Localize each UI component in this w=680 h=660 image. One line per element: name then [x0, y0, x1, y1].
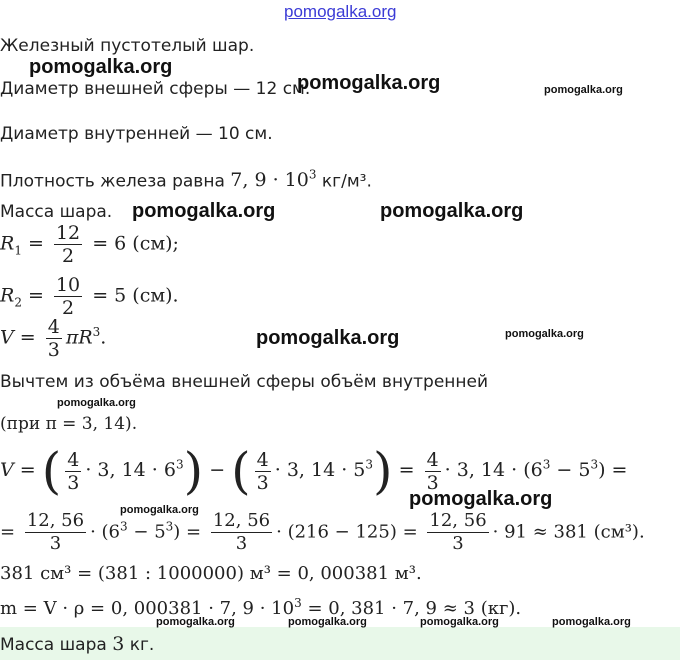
unit-conversion-line: 381 см³ = (381 : 1000000) м³ = 0, 000381 м³. [0, 563, 422, 584]
pi-note: (при π = 3, 14). [0, 414, 138, 434]
r1-formula: $R_1$ = $\frac{12}{2}$ = 6 (см); [0, 222, 179, 267]
watermark: pomogalka.org [297, 72, 441, 94]
inner-diameter-line: Диаметр внутренней — 10 см. [0, 124, 273, 144]
problem-title: Железный пустотелый шар. [0, 36, 255, 56]
mass-heading: Масса шара. [0, 202, 113, 222]
watermark: pomogalka.org [552, 616, 631, 628]
watermark: pomogalka.org [409, 488, 553, 510]
volume-fraction: $\frac{4}{3}$ [47, 316, 60, 361]
answer-band [0, 627, 680, 660]
r2-formula: $R_2$ = $\frac{10}{2}$ = 5 (см). [0, 274, 179, 319]
watermark: pomogalka.org [544, 84, 623, 96]
r1-fraction: $\frac{12}{2}$ [55, 222, 81, 267]
volume-numeric-formula: = $\frac{12, 56}{3}$ · $(6^3 - 5^3)$ = $\frac{12, 56}{3}$ · (216 − 125) = $\frac{12, 56}{3}$ · 91 ≈ 381 (см³). [0, 510, 645, 554]
watermark: pomogalka.org [29, 56, 173, 78]
watermark: pomogalka.org [132, 200, 276, 222]
top-watermark-link[interactable]: pomogalka.org [284, 2, 397, 21]
density-unit: кг/м³. [321, 171, 372, 192]
watermark: pomogalka.org [57, 397, 136, 409]
r2-fraction: $\frac{10}{2}$ [55, 274, 81, 319]
watermark: pomogalka.org [380, 200, 524, 222]
mass-formula: m = V · ρ = 0, 000381 · 7, $9 \cdot 10^3 = 0$, 381 · 7, 9 ≈ 3 (кг). [0, 596, 522, 619]
answer-line: Масса шара 3 кг. [0, 633, 155, 655]
watermark: pomogalka.org [120, 504, 199, 516]
volume-difference-formula: V = ( $\frac{4}{3}$ · 3, $14 \cdot 6^3$) − ( $\frac{4}{3}$ · 3, $14 \cdot 5^3$) = $\frac{4}{3}$ · 3, $14 \cdot (6^3 - 5^3)$ = [0, 442, 628, 500]
density-line [0, 168, 372, 191]
watermark: pomogalka.org [256, 327, 400, 349]
outer-diameter-line: Диаметр внешней сферы — 12 см. [0, 79, 311, 99]
watermark: pomogalka.org [505, 328, 584, 340]
volume-formula: V = $\frac{4}{3}$ $\pi R^3$. [0, 316, 107, 361]
watermark: pomogalka.org [288, 616, 367, 628]
density-label: Плотность железа равна [0, 171, 225, 192]
watermark: pomogalka.org [156, 616, 235, 628]
subtract-line: Вычтем из объёма внешней сферы объём внутренней [0, 372, 489, 392]
density-value: 7, $9 \cdot 10^3$ [230, 168, 317, 192]
watermark: pomogalka.org [420, 616, 499, 628]
